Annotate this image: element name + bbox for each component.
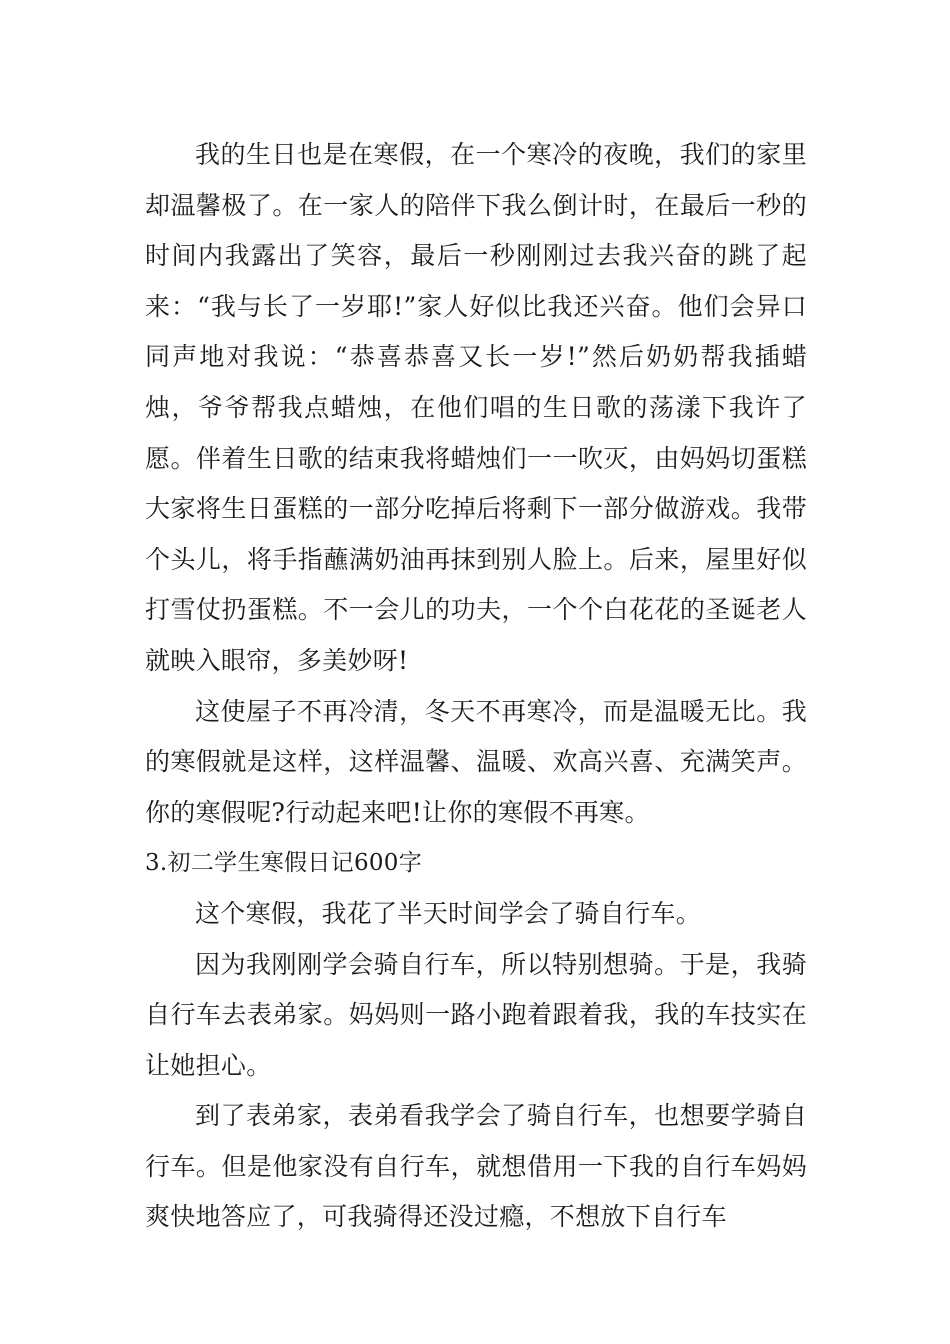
paragraph-birthday: 我的生日也是在寒假，在一个寒冷的夜晚，我们的家里却温馨极了。在一家人的陪伴下我么倒计时，在最后一秒的时间内我露出了笑容，最后一秒刚刚过去我兴奋的跳了起来：“我与长了一岁耶!”家人好似比我还兴奋。他们会异口同声地对我说：“恭喜恭喜又长一岁!”然后奶奶帮我插蜡烛，爷爷帮我点蜡烛，在他们唱的生日歌的荡漾下我许了愿。伴着生日歌的结束我将蜡烛们一一吹灭，由妈妈切蛋糕大家将生日蛋糕的一部分吃掉后将剩下一部分做游戏。我带个头儿，将手指蘸满奶油再抹到别人脸上。后来，屋里好似打雪仗扔蛋糕。不一会儿的功夫，一个个白花花的圣诞老人就映入眼帘，多美妙呀! <box>145 140 807 675</box>
paragraph-learned-bike: 这个寒假，我花了半天时间学会了骑自行车。 <box>195 898 702 928</box>
document-body <box>145 130 807 1243</box>
paragraph-ride-to-cousin: 因为我刚刚学会骑自行车，所以特别想骑。于是，我骑自行车去表弟家。妈妈则一路小跑着跟着我，我的车技实在让她担心。 <box>145 949 807 1080</box>
paragraph-conclusion: 这使屋子不再冷清，冬天不再寒冷，而是温暖无比。我的寒假就是这样，这样温馨、温暖、欢高兴喜、充满笑声。你的寒假呢?行动起来吧!让你的寒假不再寒。 <box>145 696 807 827</box>
paragraph-cousin-wants-bike: 到了表弟家，表弟看我学会了骑自行车，也想要学骑自行车。但是他家没有自行车，就想借用一下我的自行车妈妈爽快地答应了，可我骑得还没过瘾，不想放下自行车 <box>145 1101 807 1232</box>
section-heading: 3.初二学生寒假日记600字 <box>145 850 423 877</box>
